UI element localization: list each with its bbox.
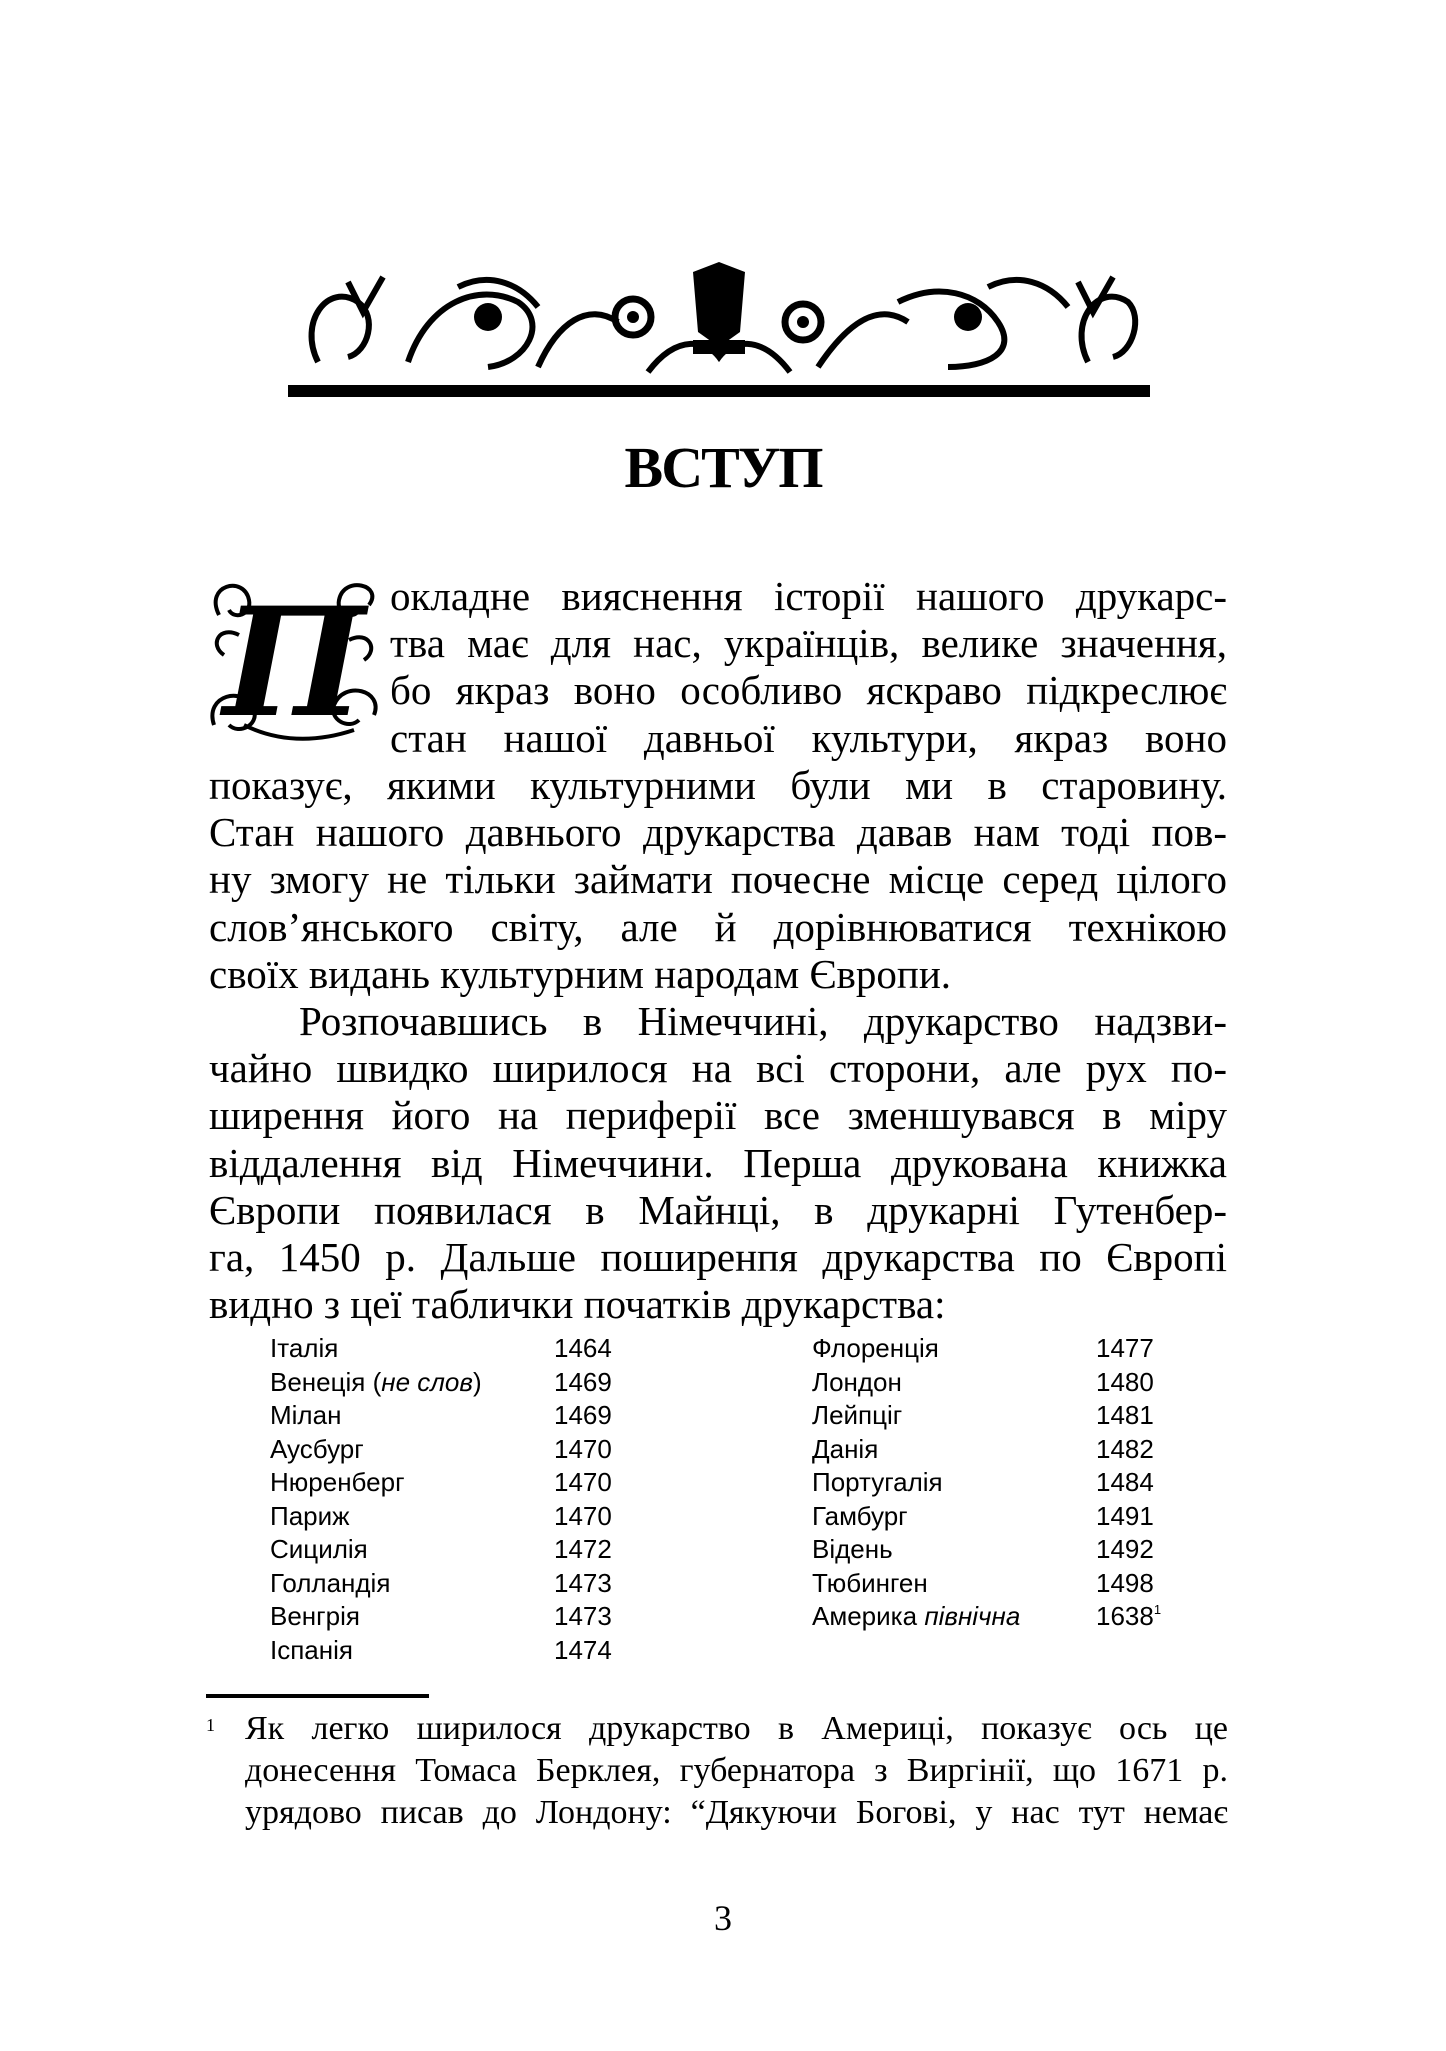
- table-row: Тюбинген 1498: [812, 1567, 1154, 1598]
- table-row: Італія 1464: [270, 1333, 612, 1363]
- footnote: [206, 1708, 1228, 1834]
- paragraph-2: [209, 998, 1227, 1328]
- footnote-number: 1: [206, 1715, 215, 1735]
- text-line: Розпочавшись в Німеччині, друкарство надзви-: [299, 998, 1227, 1044]
- table-row: Португалія 1484: [812, 1467, 1154, 1497]
- chapter-title: ВСТУП: [624, 435, 822, 500]
- page-number: 3: [714, 1898, 732, 1938]
- table-note: північна: [924, 1601, 1021, 1631]
- text-line: чайно швидко ширилося на всі сторони, але рух по-: [209, 1045, 1227, 1092]
- footnote-reference: 1: [1153, 1602, 1162, 1617]
- printing-table-left: [270, 1332, 630, 1667]
- table-row: Мілан 1469: [270, 1400, 612, 1430]
- text-line: видно з цеї таблички початків друкарства:: [209, 1281, 946, 1328]
- table-row: Данія 1482: [812, 1433, 1154, 1464]
- footnote-line: Як легко ширилося друкарство в Америці, показує ось це: [245, 1710, 1228, 1747]
- footnote-line: урядово писав до Лондону: “Дякуючи Богові, у нас тут немає: [245, 1794, 1228, 1831]
- text-line: ширення його на периферії все зменшувався в міру: [209, 1092, 1227, 1139]
- text-line: показує, якими культурними були ми в старовину.: [209, 762, 1227, 808]
- table-row: Іспанія 1474: [270, 1634, 612, 1665]
- table-row: Флоренція 1477: [812, 1333, 1154, 1363]
- table-row: Венгрія 1473: [270, 1601, 612, 1631]
- table-row: Париж 1470: [270, 1500, 612, 1531]
- table-note: не слов: [381, 1366, 473, 1397]
- floral-headpiece-ornament-icon: [288, 262, 1150, 397]
- text-line: окладне вияснення історії нашого друкарс-: [390, 573, 1227, 619]
- paragraph-1-dropcap-lines: [209, 573, 1227, 762]
- table-row: Лейпціг 1481: [812, 1400, 1154, 1430]
- table-row: Америка північна 1638$^1$: [812, 1601, 1162, 1631]
- table-row: Гамбург 1491: [812, 1500, 1154, 1531]
- table-row: Аусбург 1470: [270, 1433, 612, 1464]
- footnote-line: донесення Томаса Берклея, губернатора з Виргінії, що 1671 р.: [245, 1752, 1228, 1789]
- table-row: Сицилія 1472: [270, 1534, 612, 1564]
- text-line: стан нашої давньої культури, якраз воно: [390, 714, 1227, 761]
- text-line: бо якраз воно особливо яскраво підкреслює: [390, 667, 1227, 714]
- table-row: Голландія 1473: [270, 1567, 612, 1598]
- text-line: віддалення від Німеччини. Перша друкована книжка: [209, 1139, 1227, 1186]
- paragraph-1: [209, 762, 1227, 998]
- text-line: ну змогу не тільки займати почесне місце серед цілого: [209, 856, 1227, 903]
- text-line: га, 1450 р. Дальше поширенпя друкарства по Європі: [209, 1233, 1227, 1280]
- svg-text:П: П: [223, 575, 365, 743]
- table-row: Нюренберг 1470: [270, 1467, 612, 1497]
- text-line: слов’янського світу, але й дорівнюватися технікою: [209, 903, 1227, 950]
- footnote-divider: [206, 1694, 429, 1698]
- table-row: Відень 1492: [812, 1534, 1154, 1564]
- table-row: Венеція (не слов) 1469: [270, 1366, 612, 1397]
- text-line: своїх видань культурним народам Європи.: [209, 950, 952, 997]
- table-row: Лондон 1480: [812, 1366, 1154, 1397]
- text-line: Європи появилася в Майнці, в друкарні Гутенбер-: [209, 1186, 1227, 1233]
- printing-table-right: [812, 1332, 1172, 1634]
- text-line: Стан нашого давнього друкарства давав нам тоді пов-: [209, 809, 1227, 856]
- text-line: тва має для нас, українців, велике значення,: [390, 620, 1227, 667]
